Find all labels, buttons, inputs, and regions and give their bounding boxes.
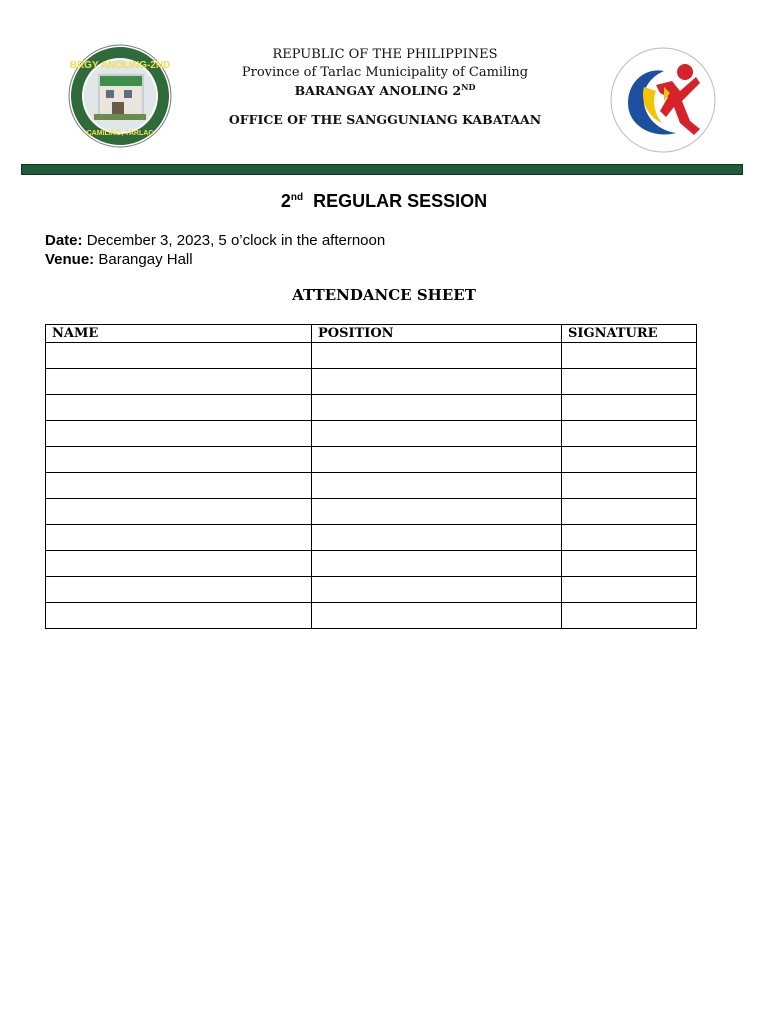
date-value: December 3, 2023, 5 o’clock in the afternoon [86,232,386,249]
table-row [46,421,697,447]
signature-cell[interactable] [562,343,697,369]
name-cell[interactable] [46,603,312,629]
venue-value: Barangay Hall [98,251,193,268]
barangay-name: BARANGAY ANOLING 2 [294,83,462,98]
attendance-table [45,324,697,629]
table-row [46,343,697,369]
position-cell[interactable] [312,577,562,603]
name-cell[interactable] [46,447,312,473]
name-cell[interactable] [46,473,312,499]
table-header-row [46,325,697,343]
session-number-suffix: nd [290,192,304,203]
position-cell[interactable] [312,473,562,499]
position-cell[interactable] [312,525,562,551]
name-cell[interactable] [46,525,312,551]
position-cell[interactable] [312,369,562,395]
table-row [46,551,697,577]
signature-cell[interactable] [562,525,697,551]
barangay-seal-logo [68,44,172,148]
table-row [46,577,697,603]
date-line [45,231,385,250]
republic-line: REPUBLIC OF THE PHILIPPINES [272,47,498,62]
session-details [45,231,385,269]
sk-logo [610,47,716,153]
signature-cell[interactable] [562,499,697,525]
svg-text:BRGY ANOLING-2ND: BRGY ANOLING-2ND [69,60,171,71]
signature-cell[interactable] [562,577,697,603]
signature-cell[interactable] [562,447,697,473]
signature-cell[interactable] [562,473,697,499]
name-cell[interactable] [46,421,312,447]
attendance-sheet-title: ATTENDANCE SHEET [292,286,476,304]
name-cell[interactable] [46,395,312,421]
signature-cell[interactable] [562,395,697,421]
table-row [46,499,697,525]
barangay-suffix: ND [461,81,476,92]
name-cell[interactable] [46,343,312,369]
session-title [0,191,768,212]
signature-cell[interactable] [562,551,697,577]
table-row [46,447,697,473]
signature-cell[interactable] [562,421,697,447]
column-header-signature: SIGNATURE [562,325,697,343]
name-cell[interactable] [46,577,312,603]
signature-cell[interactable] [562,603,697,629]
table-row [46,473,697,499]
position-cell[interactable] [312,421,562,447]
session-number: 2 [280,191,291,211]
position-cell[interactable] [312,395,562,421]
name-cell[interactable] [46,369,312,395]
header-divider-bar [21,164,743,175]
column-header-position: POSITION [312,325,562,343]
venue-line [45,250,385,269]
position-cell[interactable] [312,499,562,525]
letterhead [190,46,580,127]
table-row [46,603,697,629]
position-cell[interactable] [312,603,562,629]
session-title-text: REGULAR SESSION [313,191,488,211]
attendance-rows [46,343,697,629]
table-row [46,395,697,421]
barangay-line [190,82,580,100]
column-header-name: NAME [46,325,312,343]
table-row [46,369,697,395]
position-cell[interactable] [312,343,562,369]
table-row [46,525,697,551]
venue-label: Venue: [45,251,95,268]
svg-text:CAMILING, TARLAC: CAMILING, TARLAC [86,130,154,137]
position-cell[interactable] [312,551,562,577]
name-cell[interactable] [46,499,312,525]
office-line: OFFICE OF THE SANGGUNIANG KABATAAN [228,112,542,127]
signature-cell[interactable] [562,369,697,395]
province-line: Province of Tarlac Municipality of Camiling [241,65,529,80]
position-cell[interactable] [312,447,562,473]
date-label: Date: [45,232,83,249]
name-cell[interactable] [46,551,312,577]
